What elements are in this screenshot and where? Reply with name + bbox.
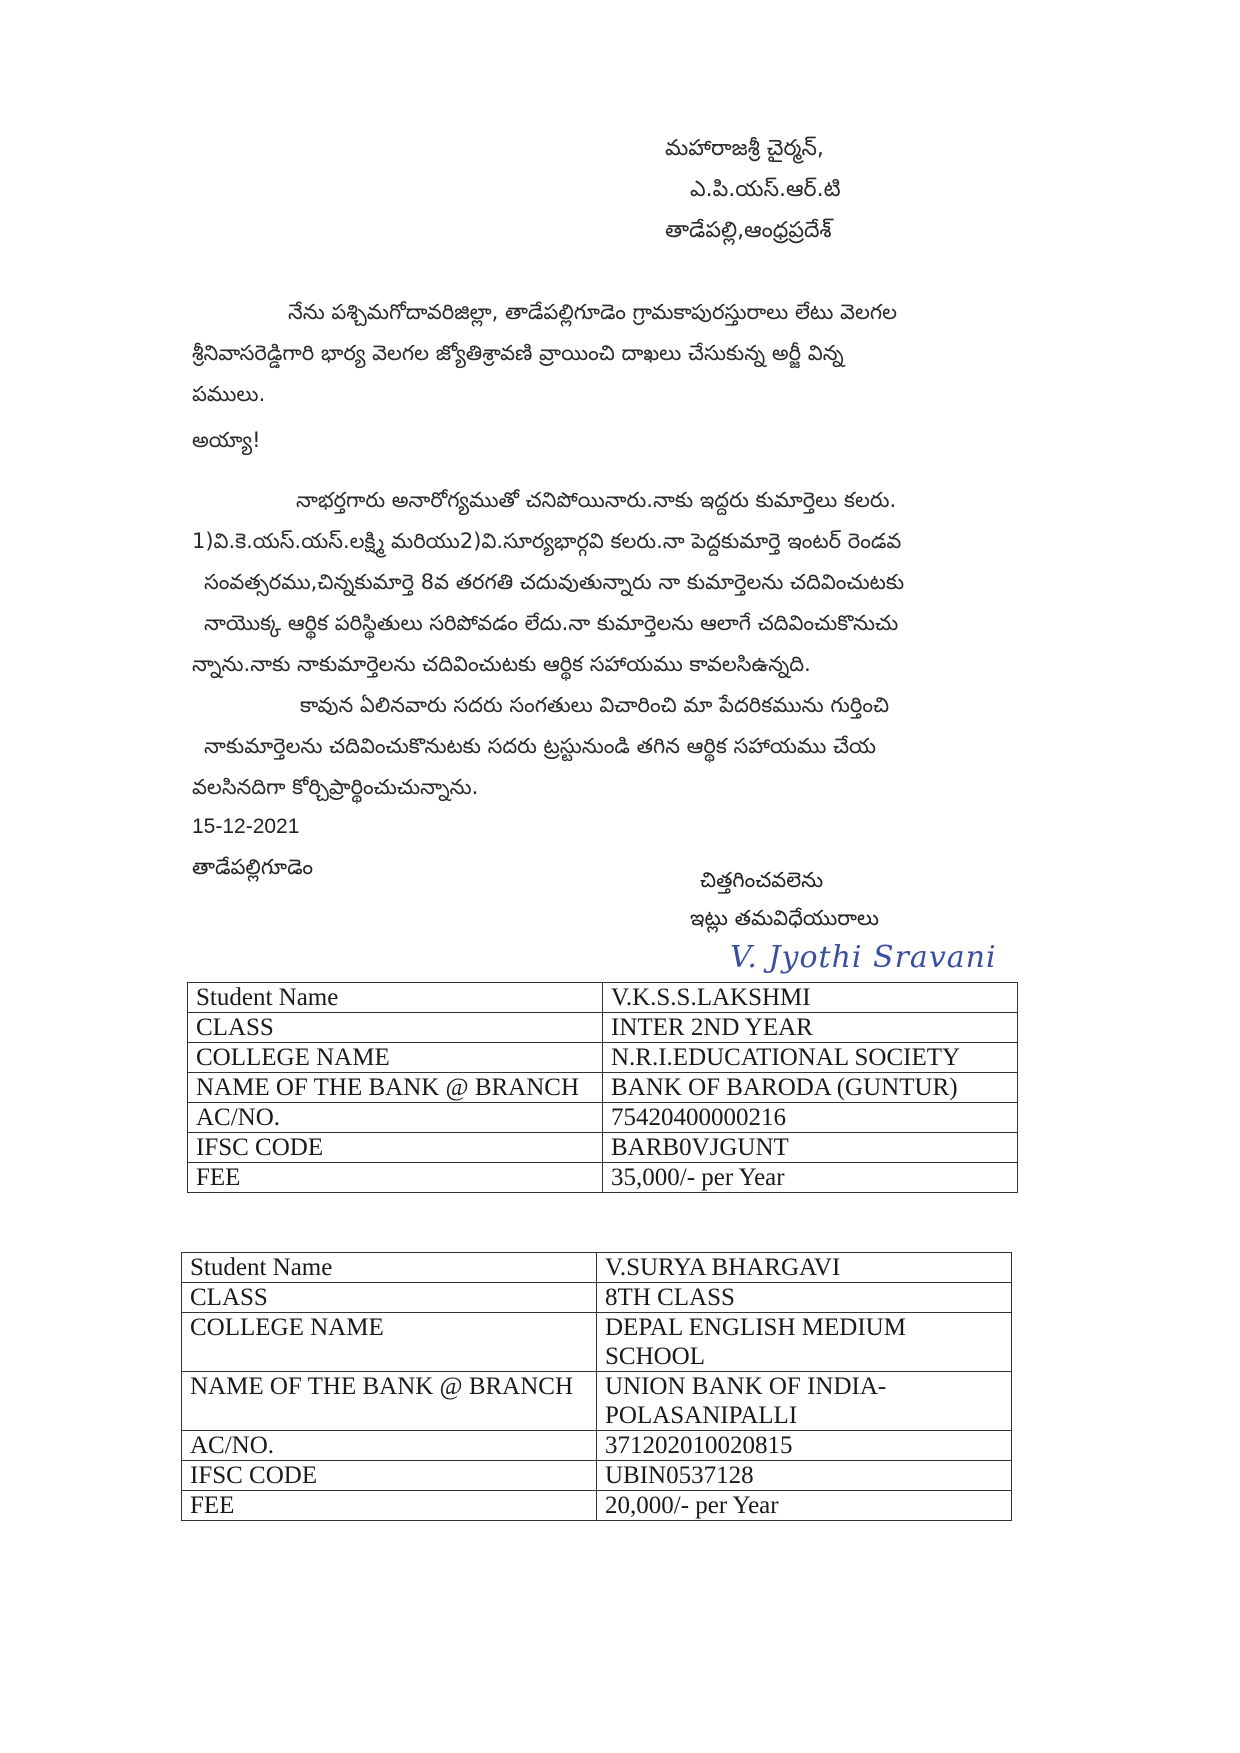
row-value: N.R.I.EDUCATIONAL SOCIETY [603, 1043, 1018, 1073]
body-line: న్నాను.నాకు నాకుమార్తెలను చదివించుటకు ఆర్థిక సహాయము కావలసిఉన్నది. [192, 652, 811, 676]
row-label: FEE [188, 1163, 603, 1193]
address-line-2: ఎ.పి.యస్.ఆర్.టి [690, 177, 841, 202]
row-label: IFSC CODE [188, 1133, 603, 1163]
row-value: DEPAL ENGLISH MEDIUM SCHOOL [597, 1313, 1012, 1372]
table-row [188, 983, 1018, 1013]
subject-line: నేను పశ్చిమగోదావరిజిల్లా, తాడేపల్లిగూడెం గ్రామకాపురస్తురాలు లేటు వెలగల [288, 300, 897, 324]
table-row [188, 1043, 1018, 1073]
row-label: CLASS [188, 1013, 603, 1043]
row-value: V.SURYA BHARGAVI [597, 1253, 1012, 1283]
body-line: కావున ఏలినవారు సదరు సంగతులు విచారించి మా పేదరికమును గుర్తించి [300, 693, 890, 717]
table-row [182, 1491, 1012, 1521]
closing-line-2: ఇట్లు తమవిధేయురాలు [690, 906, 880, 930]
body-line: నాకుమార్తెలను చదివించుకొనుటకు సదరు ట్రస్టునుండి తగిన ఆర్థిక సహాయము చేయ [204, 734, 877, 758]
row-value: UNION BANK OF INDIA- POLASANIPALLI [597, 1372, 1012, 1431]
salutation: అయ్యా! [192, 428, 261, 452]
body-paragraph [192, 480, 904, 808]
body-line: నాభర్తగారు అనారోగ్యముతో చనిపోయినారు.నాకు ఇద్దరు కుమార్తెలు కలరు. [296, 488, 897, 512]
row-value: BARB0VJGUNT [603, 1133, 1018, 1163]
table-row [188, 1133, 1018, 1163]
subject-line: శ్రీనివాసరెడ్డిగారి భార్య వెలగల జ్యోతిశ్రావణి వ్రాయించి దాఖలు చేసుకున్న అర్జీ విన్న [192, 341, 844, 365]
table-row [182, 1313, 1012, 1372]
row-label: COLLEGE NAME [188, 1043, 603, 1073]
letter-date: 15-12-2021 [192, 815, 300, 838]
letter-place: తాడేపల్లిగూడెం [192, 855, 313, 879]
table-row [182, 1431, 1012, 1461]
subject-paragraph [192, 292, 897, 415]
table-row [182, 1461, 1012, 1491]
row-label: NAME OF THE BANK @ BRANCH [182, 1372, 597, 1431]
row-label: CLASS [182, 1283, 597, 1313]
closing-line-1: చిత్తగించవలెను [700, 868, 824, 892]
body-line: సంవత్సరము,చిన్నకుమార్తె 8వ తరగతి చదువుతున్నారు నా కుమార్తెలను చదివించుటకు [204, 570, 905, 594]
row-label: Student Name [182, 1253, 597, 1283]
row-value: 20,000/- per Year [597, 1491, 1012, 1521]
student-details-table-2 [181, 1252, 1012, 1521]
subject-line: పములు. [192, 382, 266, 406]
row-label: FEE [182, 1491, 597, 1521]
table-row [182, 1283, 1012, 1313]
table-row [188, 1163, 1018, 1193]
body-line: వలసినదిగా కోర్చిప్రార్థించుచున్నాను. [192, 775, 479, 799]
table-row [188, 1103, 1018, 1133]
row-value: V.K.S.S.LAKSHMI [603, 983, 1018, 1013]
row-value: 371202010020815 [597, 1431, 1012, 1461]
row-label: Student Name [188, 983, 603, 1013]
body-line: నాయొక్క ఆర్థిక పరిస్థితులు సరిపోవడం లేదు.నా కుమార్తెలను ఆలాగే చదివించుకొనుచు [204, 611, 899, 635]
row-label: AC/NO. [182, 1431, 597, 1461]
address-line-3: తాడేపల్లి,ఆంధ్రప్రదేశ్ [665, 218, 832, 243]
body-line: 1)వి.కె.యస్.యస్.లక్ష్మి మరియు2)వి.సూర్యభార్గవి కలరు.నా పెద్దకుమార్తె ఇంటర్ రెండవ [192, 529, 902, 553]
signature: V. Jyothi Sravani [730, 940, 997, 975]
row-value: INTER 2ND YEAR [603, 1013, 1018, 1043]
row-value: UBIN0537128 [597, 1461, 1012, 1491]
recipient-address [665, 128, 841, 251]
student-details-table-1 [187, 982, 1018, 1193]
table-row [182, 1253, 1012, 1283]
row-value: 75420400000216 [603, 1103, 1018, 1133]
row-value: 35,000/- per Year [603, 1163, 1018, 1193]
table-row [182, 1372, 1012, 1431]
table-row [188, 1013, 1018, 1043]
row-label: IFSC CODE [182, 1461, 597, 1491]
row-value: 8TH CLASS [597, 1283, 1012, 1313]
row-label: AC/NO. [188, 1103, 603, 1133]
address-line-1: మహారాజశ్రీ చైర్మన్, [665, 136, 824, 161]
row-value: BANK OF BARODA (GUNTUR) [603, 1073, 1018, 1103]
table-row [188, 1073, 1018, 1103]
row-label: NAME OF THE BANK @ BRANCH [188, 1073, 603, 1103]
row-label: COLLEGE NAME [182, 1313, 597, 1372]
